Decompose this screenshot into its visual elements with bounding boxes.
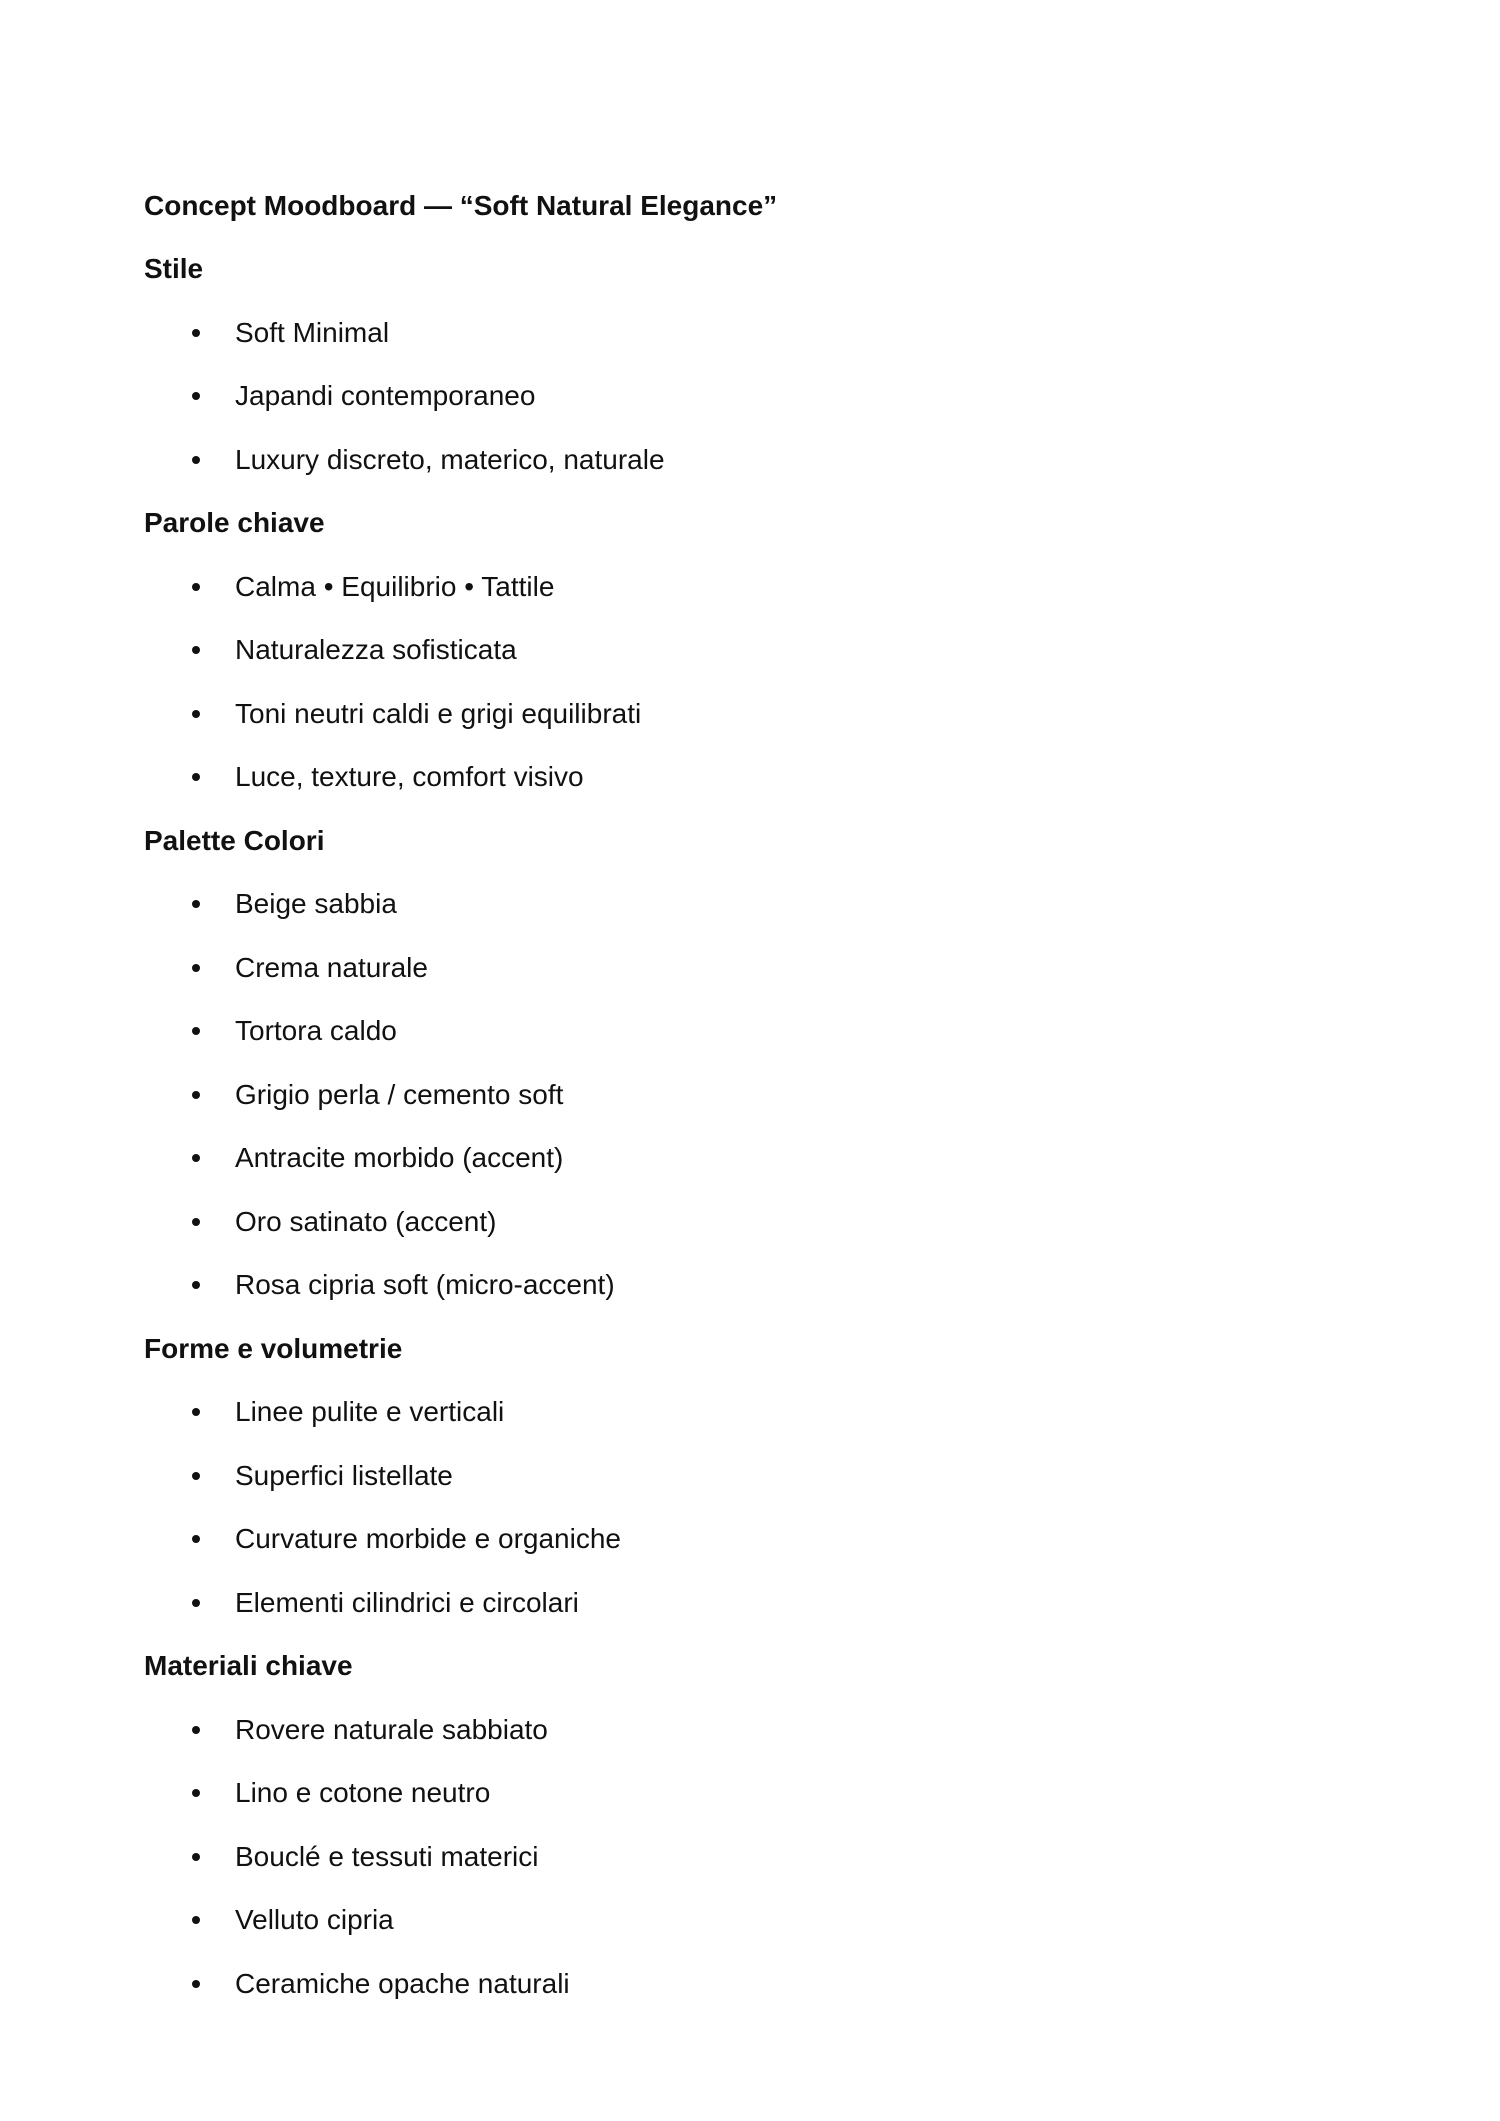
list-item-text: Grigio perla / cemento soft [235,1078,564,1110]
list-item-text: Tortora caldo [235,1015,397,1047]
list-item [144,1000,1344,1064]
list-item [144,1825,1344,1889]
bullet-icon [192,456,200,464]
section-list-parole-chiave [144,555,1344,809]
list-item [144,1571,1344,1635]
list-item-text: Linee pulite e verticali [235,1396,505,1428]
list-item [144,1444,1344,1508]
bullet-icon [192,964,200,972]
list-item [144,1063,1344,1127]
list-item [144,428,1344,492]
list-item [144,619,1344,683]
list-item-text: Antracite morbido (accent) [235,1142,564,1174]
section-list-materiali-chiave [144,1698,1344,2016]
list-item-text: Luxury discreto, materico, naturale [235,443,665,475]
list-item [144,301,1344,365]
section-list-stile [144,301,1344,492]
list-item [144,1254,1344,1318]
list-item-text: Beige sabbia [235,888,397,920]
list-item-text: Calma • Equilibrio • Tattile [235,570,555,602]
list-item [144,555,1344,619]
list-item-text: Ceramiche opache naturali [235,1967,570,1999]
list-item-text: Velluto cipria [235,1904,394,1936]
bullet-icon [192,646,200,654]
bullet-icon [192,710,200,718]
section-heading-materiali-chiave: Materiali chiave [144,1650,353,1682]
list-item-text: Soft Minimal [235,316,390,348]
list-item-text: Elementi cilindrici e circolari [235,1586,579,1618]
list-item-text: Lino e cotone neutro [235,1777,491,1809]
list-item [144,682,1344,746]
document-content [144,174,1344,2016]
bullet-icon [192,1408,200,1416]
bullet-icon [192,329,200,337]
list-item-text: Toni neutri caldi e grigi equilibrati [235,697,642,729]
bullet-icon [192,773,200,781]
section-heading-forme-e-volumetrie: Forme e volumetrie [144,1332,403,1364]
list-item-text: Luce, texture, comfort visivo [235,761,584,793]
list-item [144,1381,1344,1445]
bullet-icon [192,1726,200,1734]
bullet-icon [192,1091,200,1099]
list-item-text: Rovere naturale sabbiato [235,1713,548,1745]
bullet-icon [192,1154,200,1162]
section-heading-parole-chiave: Parole chiave [144,507,325,539]
section-list-forme-e-volumetrie [144,1381,1344,1635]
list-item-text: Curvature morbide e organiche [235,1523,621,1555]
list-item-text: Crema naturale [235,951,428,983]
bullet-icon [192,1789,200,1797]
section-heading-palette-colori: Palette Colori [144,824,325,856]
list-item [144,1762,1344,1826]
list-item [144,873,1344,937]
list-item-text: Oro satinato (accent) [235,1205,497,1237]
bullet-icon [192,392,200,400]
bullet-icon [192,1599,200,1607]
bullet-icon [192,1853,200,1861]
list-item-text: Rosa cipria soft (micro-accent) [235,1269,615,1301]
list-item [144,1698,1344,1762]
list-item [144,1952,1344,2016]
bullet-icon [192,1916,200,1924]
document-title: Concept Moodboard — “Soft Natural Elegance” [144,189,778,221]
list-item [144,1889,1344,1953]
section-heading-stile: Stile [144,253,204,285]
list-item-text: Japandi contemporaneo [235,380,536,412]
list-item-text: Superfici listellate [235,1459,453,1491]
bullet-icon [192,1535,200,1543]
list-item-text: Bouclé e tessuti materici [235,1840,539,1872]
list-item [144,1190,1344,1254]
bullet-icon [192,1027,200,1035]
list-item [144,746,1344,810]
list-item [144,1127,1344,1191]
list-item-text: Naturalezza sofisticata [235,634,517,666]
bullet-icon [192,1218,200,1226]
bullet-icon [192,583,200,591]
bullet-icon [192,1281,200,1289]
section-list-palette-colori [144,873,1344,1318]
bullet-icon [192,1472,200,1480]
bullet-icon [192,900,200,908]
list-item [144,1508,1344,1572]
bullet-icon [192,1980,200,1988]
list-item [144,365,1344,429]
list-item [144,936,1344,1000]
